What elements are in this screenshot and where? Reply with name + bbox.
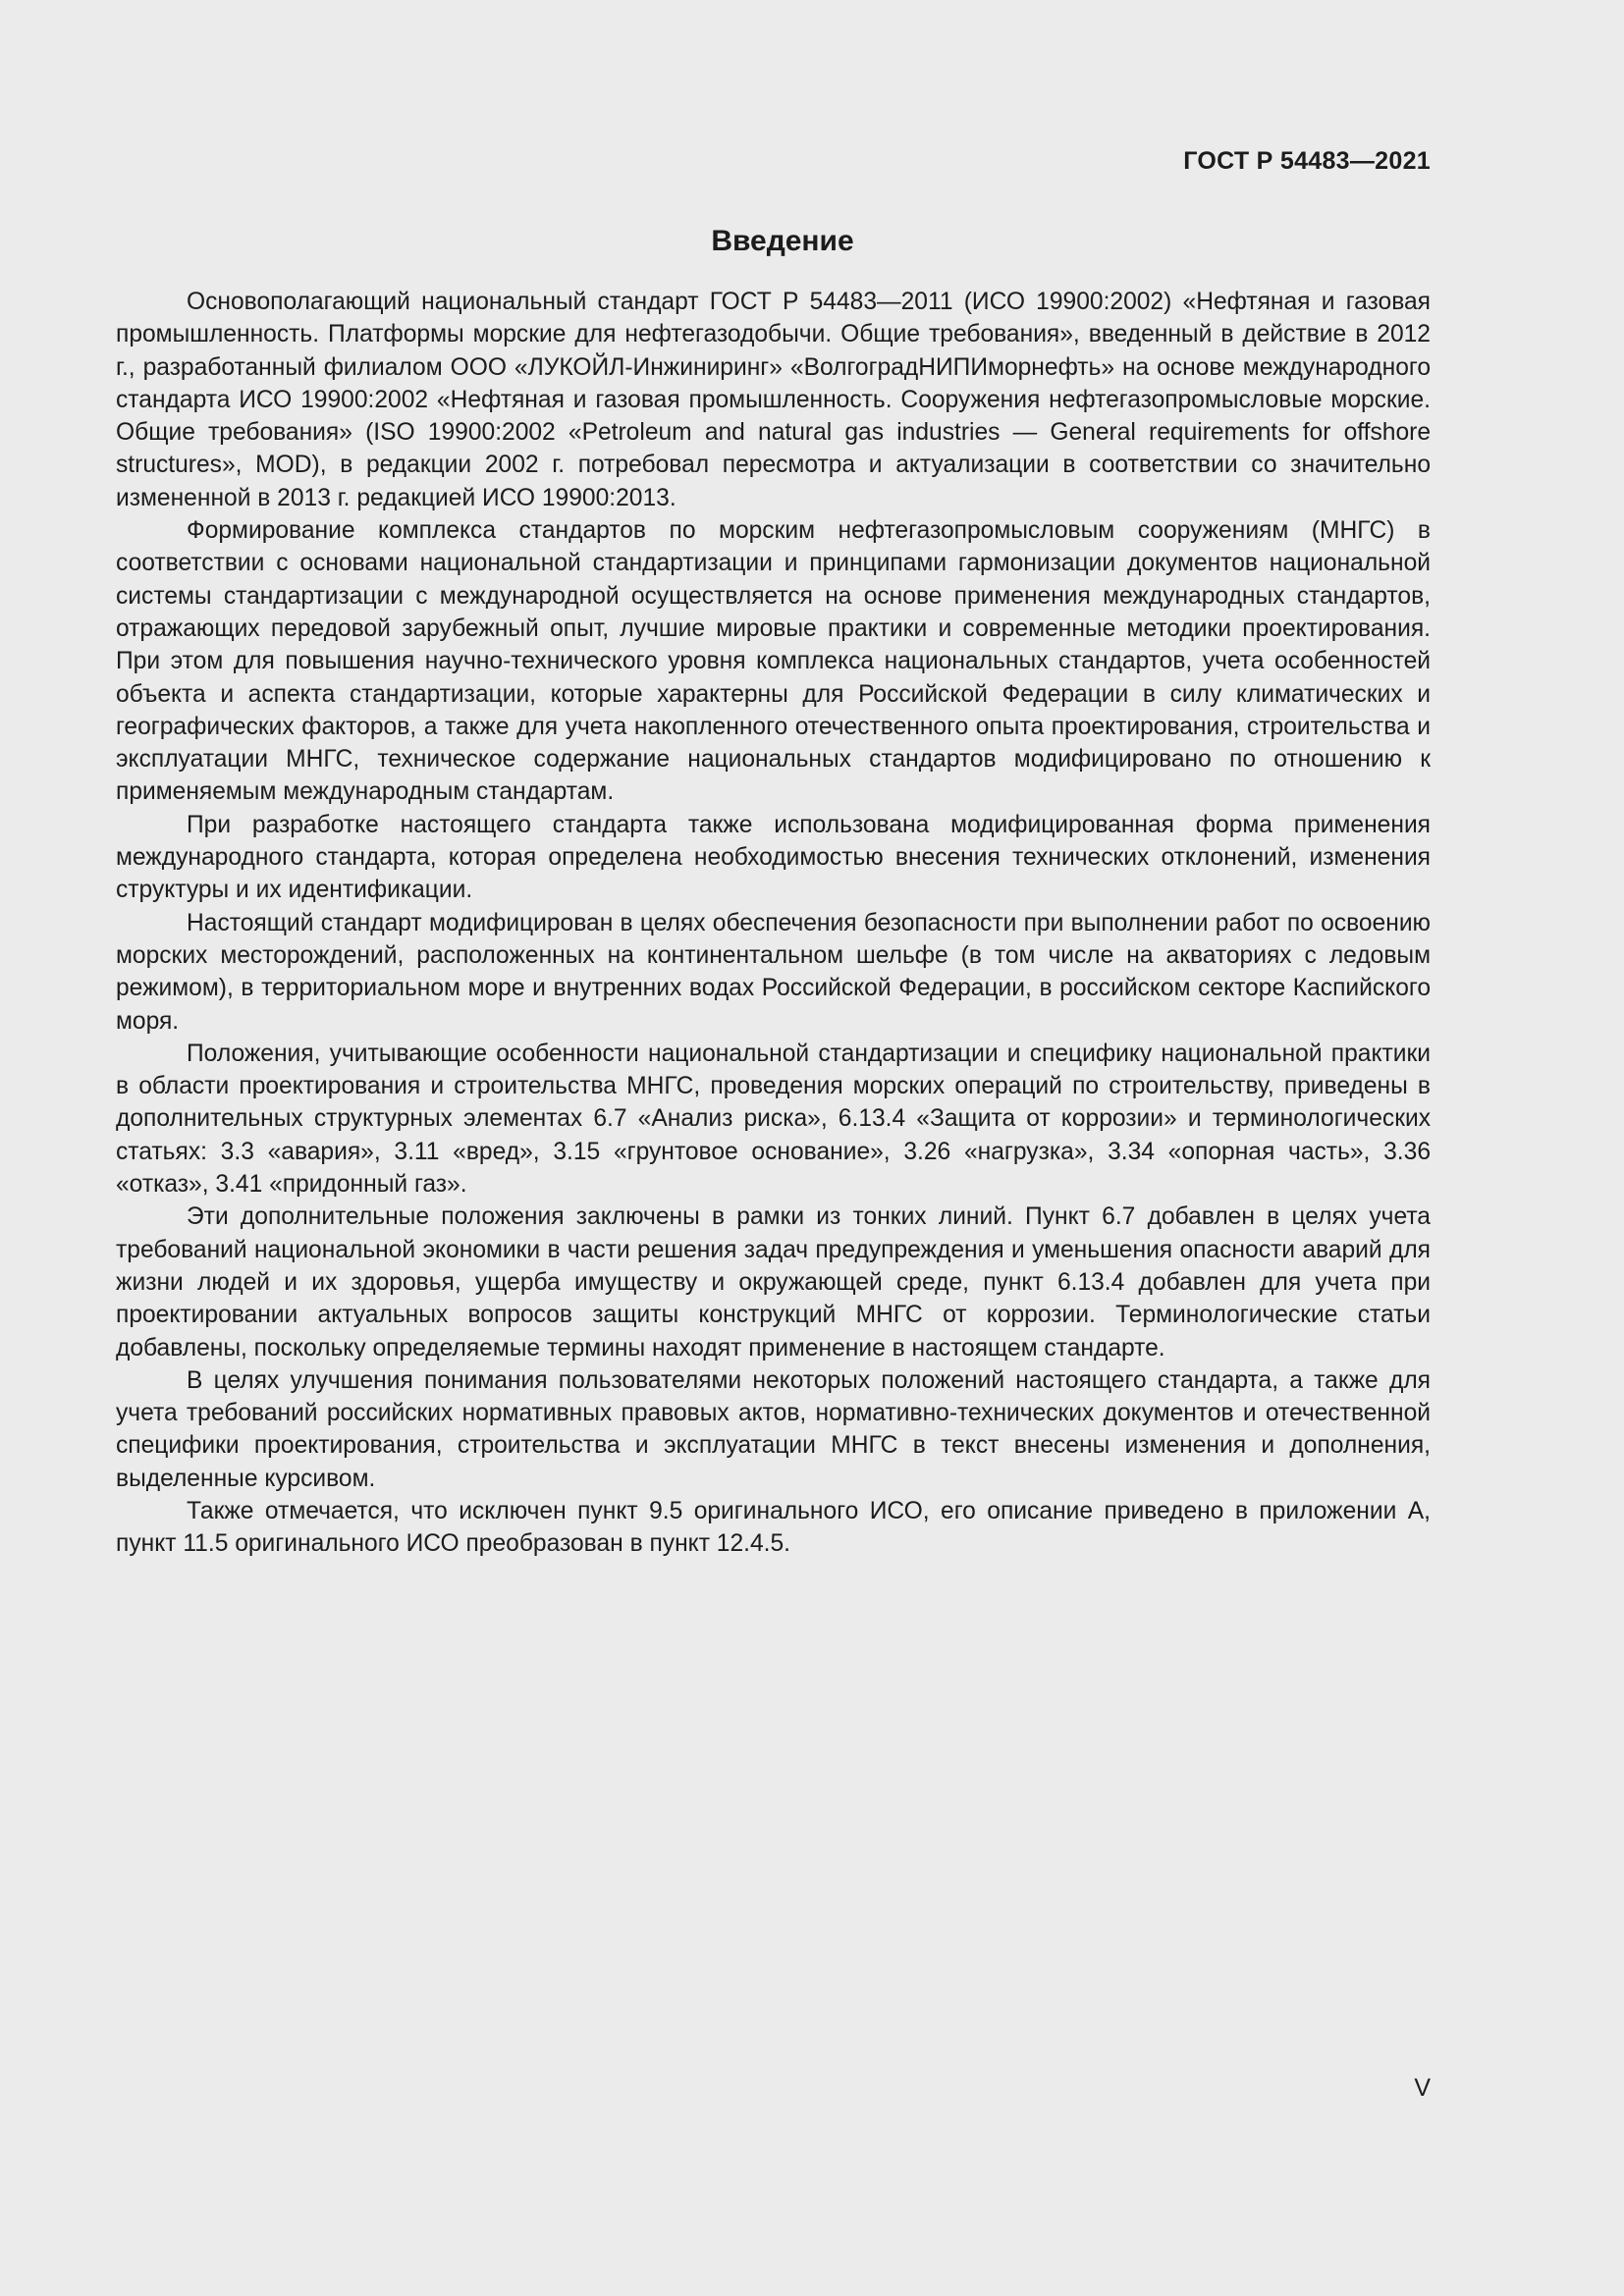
paragraph: Основополагающий национальный стандарт ГОСТ Р 54483—2011 (ИСО 19900:2002) «Нефтяная и газовая промышленность. Платформы морские для нефтегазодобычи. Общие требования», введенный в действие в 2012 г., разработанный филиалом ООО «ЛУКОЙЛ-Инжиниринг» «ВолгоградНИПИморнефть» на основе международного стандарта ИСО 19900:2002 «Нефтяная и газовая промышленность. Сооружения нефтегазопромысловые морские. Общие требования» (ISO 19900:2002 «Petroleum and natural gas industries — General requirements for offshore structures», MOD), в редакции 2002 г. потребовал пересмотра и актуализации в соответствии со значительно измененной в 2013 г. редакцией ИСО 19900:2013. xyxy=(116,289,1431,511)
body-text xyxy=(116,286,1431,1561)
paragraph: В целях улучшения понимания пользователями некоторых положений настоящего стандарта, а также для учета требований российских нормативных правовых актов, нормативно-технических документов и отечественной специфики проектирования, строительства и эксплуатации МНГС в текст внесены изменения и дополнения, выделенные курсивом. xyxy=(116,1366,1431,1492)
page-number: V xyxy=(1414,2074,1431,2102)
document-code: ГОСТ Р 54483—2021 xyxy=(1183,147,1431,175)
paragraph: Формирование комплекса стандартов по морским нефтегазопромысловым сооружениям (МНГС) в соответствии с основами национальной стандартизации и принципами гармонизации документов национальной системы стандартизации с международной осуществляется на основе применения международных стандартов, отражающих передовой зарубежный опыт, лучшие мировые практики и современные методики проектирования. При этом для повышения научно-технического уровня комплекса национальных стандартов, учета особенностей объекта и аспекта стандартизации, которые характерны для Российской Федерации в силу климатических и географических факторов, а также для учета накопленного отечественного опыта проектирования, строительства и эксплуатации МНГС, техническое содержание национальных стандартов модифицировано по отношению к применяемым международным стандартам. xyxy=(116,517,1431,806)
paragraph: Также отмечается, что исключен пункт 9.5 оригинального ИСО, его описание приведено в приложении А, пункт 11.5 оригинального ИСО преобразован в пункт 12.4.5. xyxy=(116,1497,1431,1558)
paragraph: Положения, учитывающие особенности национальной стандартизации и специфику национальной практики в области проектирования и строительства МНГС, проведения морских операций по строительству, приведены в дополнительных структурных элементах 6.7 «Анализ риска», 6.13.4 «Защита от коррозии» и терминологических статьях: 3.3 «авария», 3.11 «вред», 3.15 «грунтовое основание», 3.26 «нагрузка», 3.34 «опорная часть», 3.36 «отказ», 3.41 «придонный газ». xyxy=(116,1040,1431,1199)
paragraph: Настоящий стандарт модифицирован в целях обеспечения безопасности при выполнении работ по освоению морских месторождений, расположенных на континентальном шельфе (в том числе на акваториях с ледовым режимом), в территориальном море и внутренних водах Российской Федерации, в российском секторе Каспийского моря. xyxy=(116,909,1431,1035)
paragraph: Эти дополнительные положения заключены в рамки из тонких линий. Пункт 6.7 добавлен в целях учета требований национальной экономики в части решения задач предупреждения и уменьшения опасности аварий для жизни людей и их здоровья, ущерба имуществу и окружающей среде, пункт 6.13.4 добавлен для учета при проектировании актуальных вопросов защиты конструкций МНГС от коррозии. Терминологические статьи добавлены, поскольку определяемые термины находят применение в настоящем стандарте. xyxy=(116,1203,1431,1362)
section-title: Введение xyxy=(711,225,854,257)
paragraph: При разработке настоящего стандарта также использована модифицированная форма применения международного стандарта, которая определена необходимостью внесения технических отклонений, изменения структуры и их идентификации. xyxy=(116,811,1431,904)
